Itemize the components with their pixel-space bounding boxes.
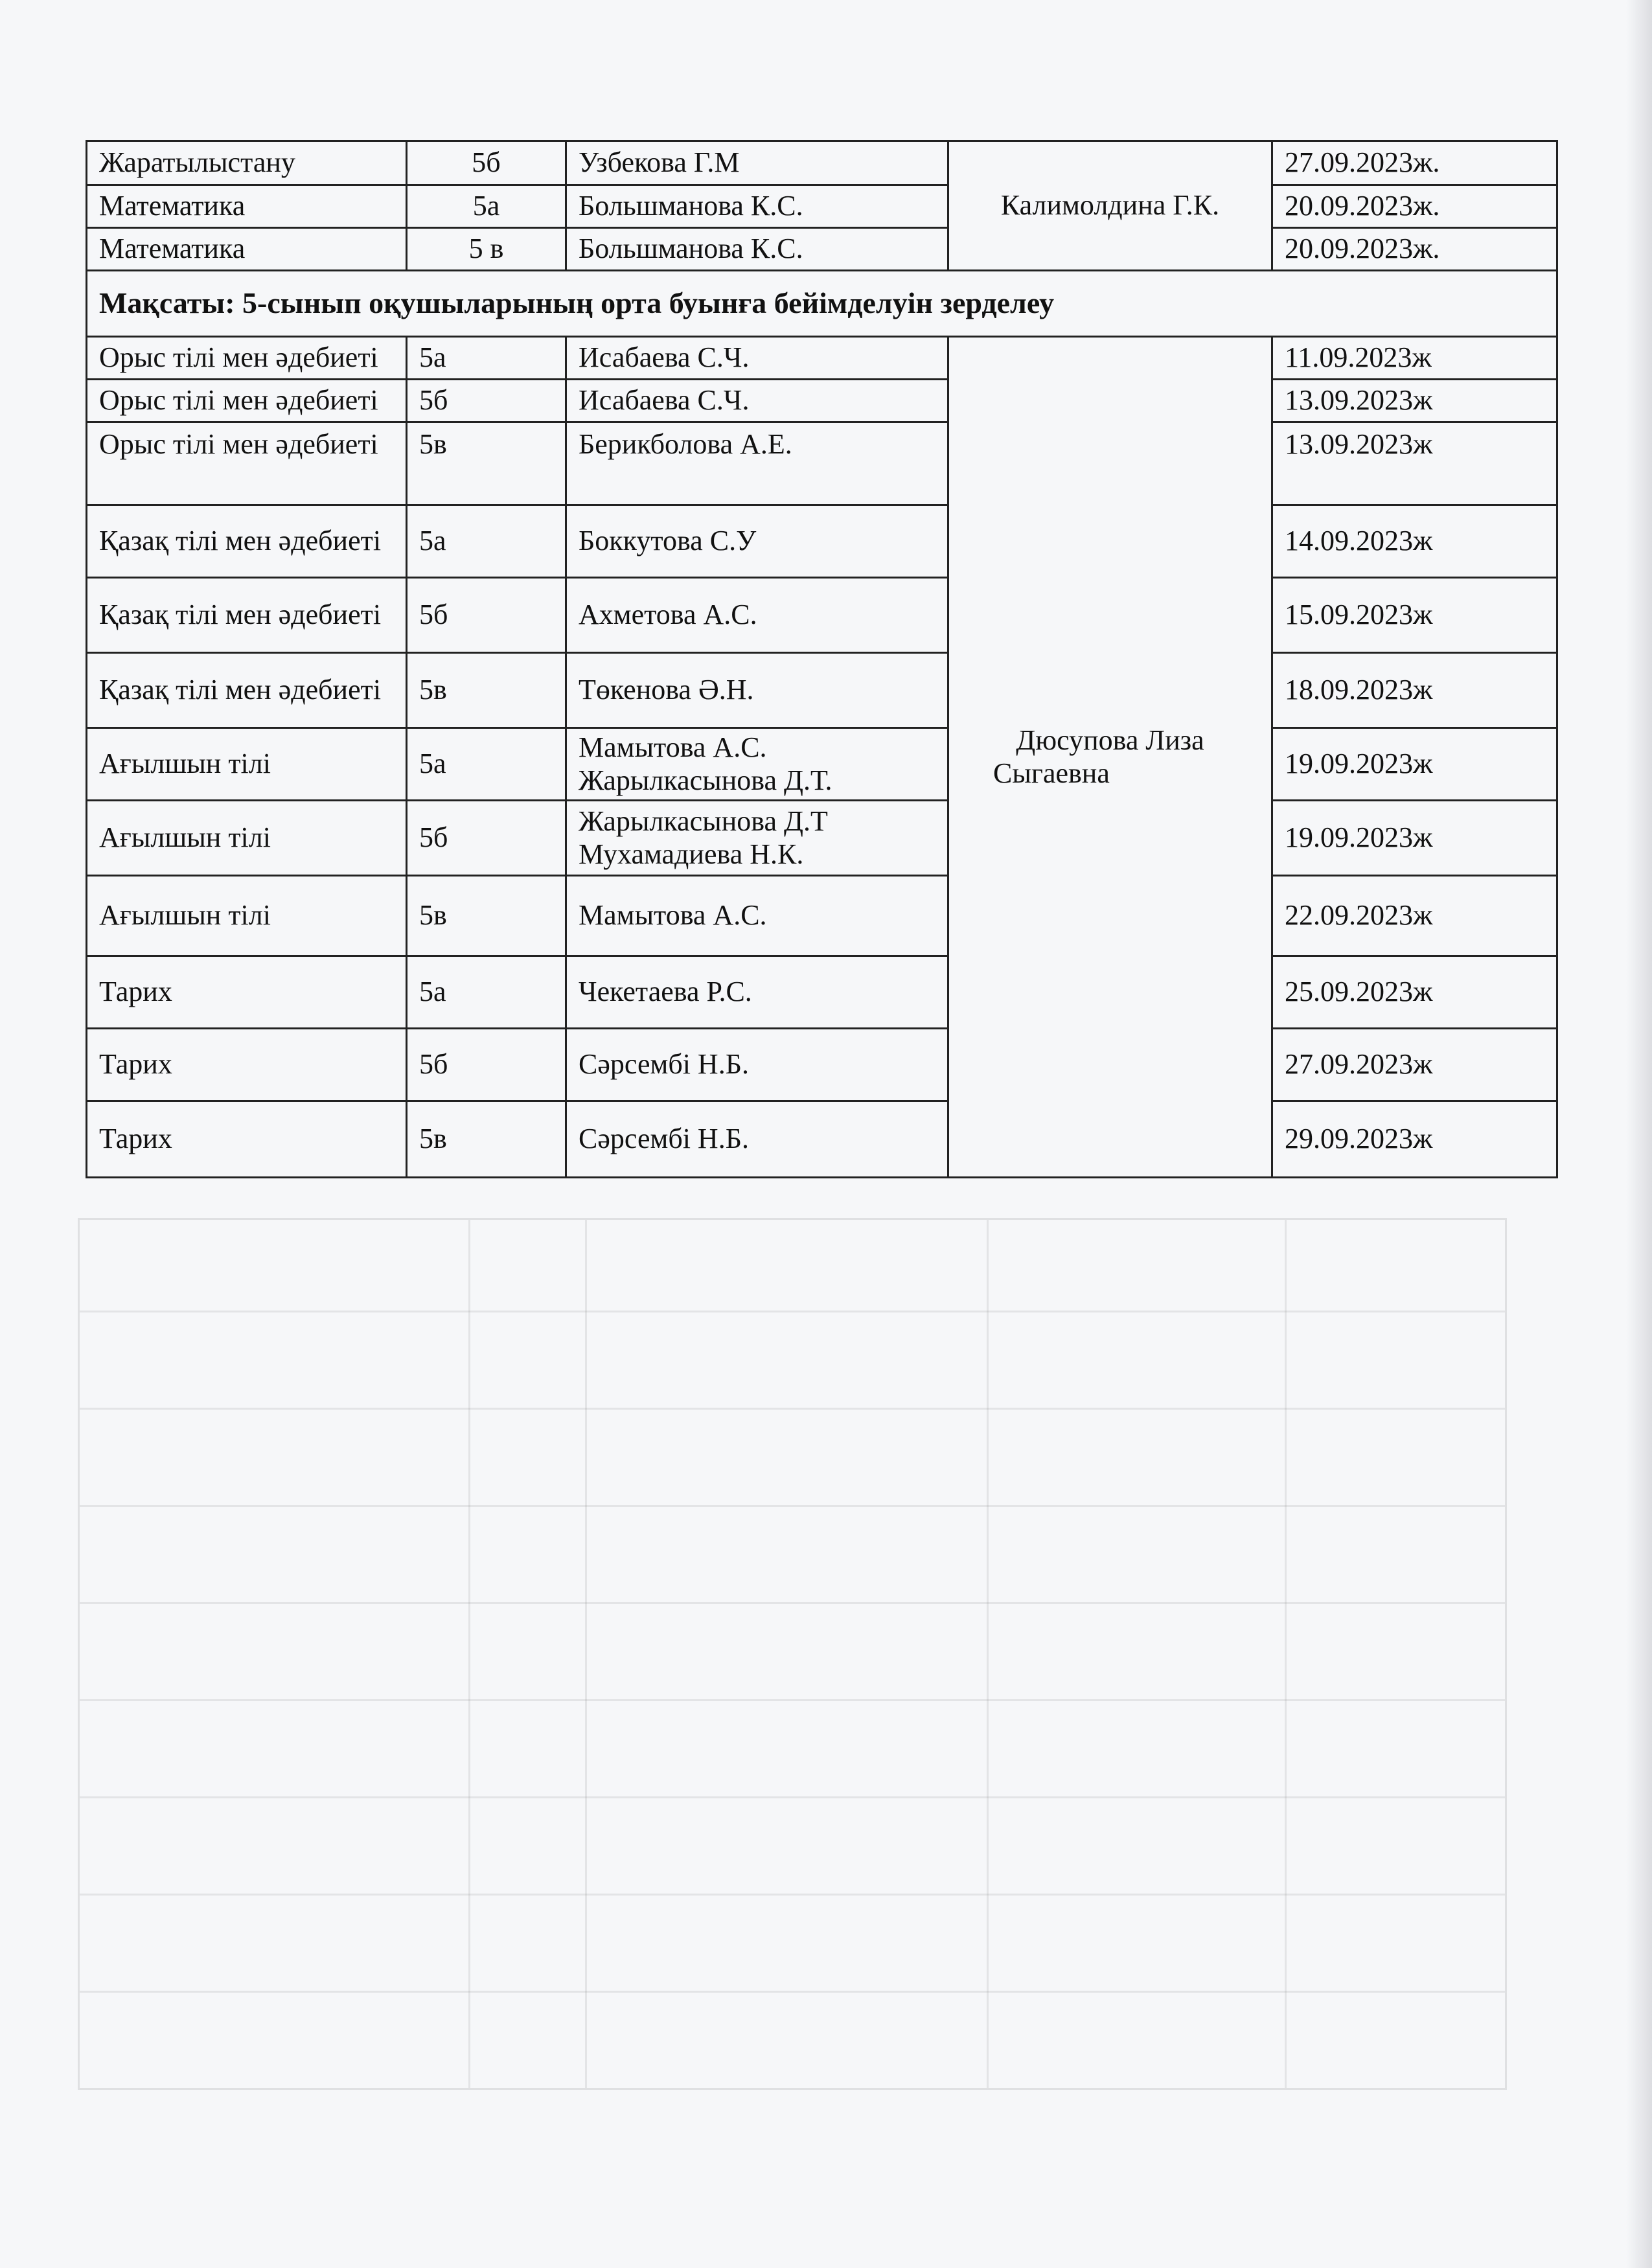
reverse-side-bleed-through [78,1218,1507,2090]
subject-cell: Қазақ тілі мен әдебиеті [87,505,407,578]
table-row [87,141,1557,185]
grade-cell: 5в [407,422,566,505]
grade-cell: 5а [407,956,566,1029]
teacher-name-second: Мухамадиева Н.К. [579,838,804,870]
purpose-row [87,271,1557,337]
inspector-cell [948,337,1272,1178]
table-row [87,653,1557,728]
teacher-cell [566,801,948,876]
teacher-cell: Чекетаева Р.С. [566,956,948,1029]
inspector-name-line1: Дюсупова Лиза [1016,724,1204,756]
grade-cell: 5а [407,185,566,228]
subject-cell: Ағылшын тілі [87,801,407,876]
subject-cell: Орыс тілі мен әдебиеті [87,337,407,380]
table-row [87,956,1557,1029]
grade-cell: 5а [407,728,566,801]
date-cell: 25.09.2023ж [1272,956,1557,1029]
subject-cell: Математика [87,228,407,271]
grade-cell: 5в [407,876,566,956]
teacher-cell: Мамытова А.С. [566,876,948,956]
teacher-cell: Исабаева С.Ч. [566,380,948,422]
teacher-cell: Берикболова А.Е. [566,422,948,505]
date-cell: 29.09.2023ж [1272,1101,1557,1178]
subject-cell: Қазақ тілі мен әдебиеті [87,578,407,653]
date-cell: 18.09.2023ж [1272,653,1557,728]
table-row [87,1029,1557,1101]
date-cell: 27.09.2023ж. [1272,141,1557,185]
subject-cell: Ағылшын тілі [87,876,407,956]
teacher-name-second: Жарылкасынова Д.Т. [579,764,832,796]
purpose-heading: Мақсаты: 5-сынып оқушыларының орта буынға бейімделуін зерделеу [87,271,1557,337]
teacher-cell: Узбекова Г.М [566,141,948,185]
table-row [87,1101,1557,1178]
teacher-cell: Ахметова А.С. [566,578,948,653]
grade-cell: 5б [407,578,566,653]
date-cell: 20.09.2023ж. [1272,185,1557,228]
teacher-cell: Сәрсембі Н.Б. [566,1101,948,1178]
teacher-cell: Боккутова С.У [566,505,948,578]
table-row [87,876,1557,956]
table-row [87,505,1557,578]
grade-cell: 5б [407,1029,566,1101]
teacher-cell: Большманова К.С. [566,228,948,271]
subject-cell: Тарих [87,1029,407,1101]
subject-cell: Математика [87,185,407,228]
teacher-cell: Төкенова Ә.Н. [566,653,948,728]
grade-cell: 5б [407,380,566,422]
date-cell: 15.09.2023ж [1272,578,1557,653]
teacher-cell: Исабаева С.Ч. [566,337,948,380]
table-row [87,422,1557,505]
subject-cell: Жаратылыстану [87,141,407,185]
table-row [87,728,1557,801]
page-edge-shadow [1626,0,1652,2268]
date-cell: 11.09.2023ж [1272,337,1557,380]
subject-cell: Тарих [87,1101,407,1178]
inspector-name-line2: Сыгаевна [993,757,1110,789]
subject-cell: Ағылшын тілі [87,728,407,801]
teacher-name: Жарылкасынова Д.Т [579,805,828,837]
date-cell: 14.09.2023ж [1272,505,1557,578]
subject-cell: Орыс тілі мен әдебиеті [87,422,407,505]
grade-cell: 5в [407,1101,566,1178]
date-cell: 19.09.2023ж [1272,728,1557,801]
date-cell: 27.09.2023ж [1272,1029,1557,1101]
inspector-cell: Калимолдина Г.К. [948,141,1272,271]
date-cell: 20.09.2023ж. [1272,228,1557,271]
table-row [87,801,1557,876]
table-row [87,337,1557,380]
grade-cell: 5в [407,653,566,728]
teacher-cell: Сәрсембі Н.Б. [566,1029,948,1101]
table-row [87,185,1557,228]
schedule-table [86,140,1558,1178]
grade-cell: 5б [407,801,566,876]
date-cell: 13.09.2023ж [1272,380,1557,422]
grade-cell: 5а [407,505,566,578]
table-row [87,228,1557,271]
date-cell: 13.09.2023ж [1272,422,1557,505]
table-row [87,380,1557,422]
teacher-cell: Большманова К.С. [566,185,948,228]
subject-cell: Қазақ тілі мен әдебиеті [87,653,407,728]
grade-cell: 5а [407,337,566,380]
teacher-cell [566,728,948,801]
grade-cell: 5 в [407,228,566,271]
date-cell: 19.09.2023ж [1272,801,1557,876]
date-cell: 22.09.2023ж [1272,876,1557,956]
teacher-name: Мамытова А.С. [579,731,767,763]
subject-cell: Орыс тілі мен әдебиеті [87,380,407,422]
grade-cell: 5б [407,141,566,185]
subject-cell: Тарих [87,956,407,1029]
table-row [87,578,1557,653]
